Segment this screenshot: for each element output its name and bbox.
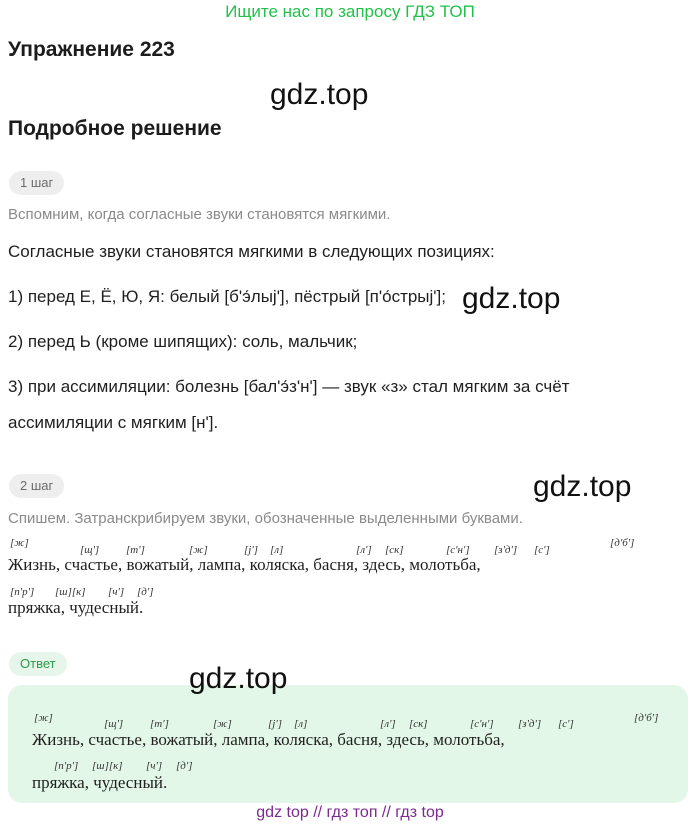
transcription-mark: [ж] bbox=[10, 537, 29, 549]
transcription-mark: [д'б'] bbox=[634, 712, 659, 724]
transcription-mark: [л'] bbox=[356, 544, 372, 556]
transcription-mark: [ч'] bbox=[108, 586, 125, 598]
transcription-mark: [j'] bbox=[244, 544, 258, 556]
transcription-mark: [щ'] bbox=[104, 718, 124, 730]
transcription-mark: [з'д'] bbox=[494, 544, 518, 556]
answer-line-2: пряжка, чудесный. bbox=[32, 773, 168, 792]
transcription-mark: [д'] bbox=[137, 586, 154, 598]
transcription-mark: [ш][к] bbox=[92, 760, 123, 772]
transcription-mark: [ж] bbox=[34, 712, 53, 724]
transcription-mark: [т'] bbox=[126, 544, 145, 556]
transcription-mark: [щ'] bbox=[80, 544, 100, 556]
step-2-badge: 2 шаг bbox=[9, 474, 64, 498]
transcription-mark: [ч'] bbox=[146, 760, 163, 772]
transcription-mark: [j'] bbox=[268, 718, 282, 730]
top-banner[interactable]: Ищите нас по запросу ГДЗ ТОП bbox=[225, 2, 475, 21]
answer-badge: Ответ bbox=[9, 652, 67, 676]
step-1-intro: Согласные звуки становятся мягкими в следующих позициях: bbox=[8, 242, 495, 261]
watermark: gdz.top bbox=[462, 282, 561, 315]
step-1-badge: 1 шаг bbox=[9, 171, 64, 195]
watermark: gdz.top bbox=[189, 662, 288, 695]
transcription-mark: [ск] bbox=[385, 544, 404, 556]
transcription-mark: [з'д'] bbox=[518, 718, 542, 730]
transcription-mark: [л] bbox=[270, 544, 284, 556]
answer-line-1: Жизнь, счастье, вожатый, лампа, коляска, басня, здесь, молотьба, bbox=[32, 730, 505, 749]
transcription-mark: [с'] bbox=[534, 544, 550, 556]
section-title: Подробное решение bbox=[8, 117, 222, 140]
step-1-item-1: 1) перед Е, Ё, Ю, Я: белый [б'э́лыj'], пёстрый [п'о́стрыj']; bbox=[8, 287, 446, 306]
transcription-mark: [ш][к] bbox=[55, 586, 86, 598]
transcription-mark: [ж] bbox=[189, 544, 208, 556]
transcription-mark: [п'р'] bbox=[54, 760, 79, 772]
transcription-mark: [т'] bbox=[150, 718, 169, 730]
transcription-mark: [с'] bbox=[558, 718, 574, 730]
exercise-title: Упражнение 223 bbox=[8, 38, 175, 61]
transcription-mark: [л] bbox=[294, 718, 308, 730]
step-1-item-3: 3) при ассимиляции: болезнь [бал'э́з'н'] — звук «з» стал мягким за счёт bbox=[8, 377, 570, 396]
transcription-mark: [п'р'] bbox=[10, 586, 35, 598]
transcription-mark: [ск] bbox=[409, 718, 428, 730]
step-1-hint: Вспомним, когда согласные звуки становятся мягкими. bbox=[8, 206, 391, 223]
transcription-mark: [д'] bbox=[176, 760, 193, 772]
transcription-mark: [д'б'] bbox=[610, 537, 635, 549]
transcription-mark: [с'н'] bbox=[470, 718, 494, 730]
step-2-hint: Спишем. Затранскрибируем звуки, обозначенные выделенными буквами. bbox=[8, 510, 523, 527]
step-1-item-3-cont: ассимиляции с мягким [н']. bbox=[8, 413, 219, 432]
transcription-mark: [л'] bbox=[380, 718, 396, 730]
step-2-transcription-line-1: Жизнь, счастье, вожатый, лампа, коляска, басня, здесь, молотьба, bbox=[8, 555, 481, 574]
transcription-mark: [с'н'] bbox=[446, 544, 470, 556]
transcription-mark: [ж] bbox=[213, 718, 232, 730]
step-1-item-2: 2) перед Ь (кроме шипящих): соль, мальчик; bbox=[8, 332, 358, 351]
watermark: gdz.top bbox=[270, 78, 369, 111]
footer-links[interactable]: gdz top // гдз топ // гдз top bbox=[256, 804, 444, 821]
watermark: gdz.top bbox=[533, 470, 632, 503]
step-2-transcription-line-2: пряжка, чудесный. bbox=[8, 598, 144, 617]
